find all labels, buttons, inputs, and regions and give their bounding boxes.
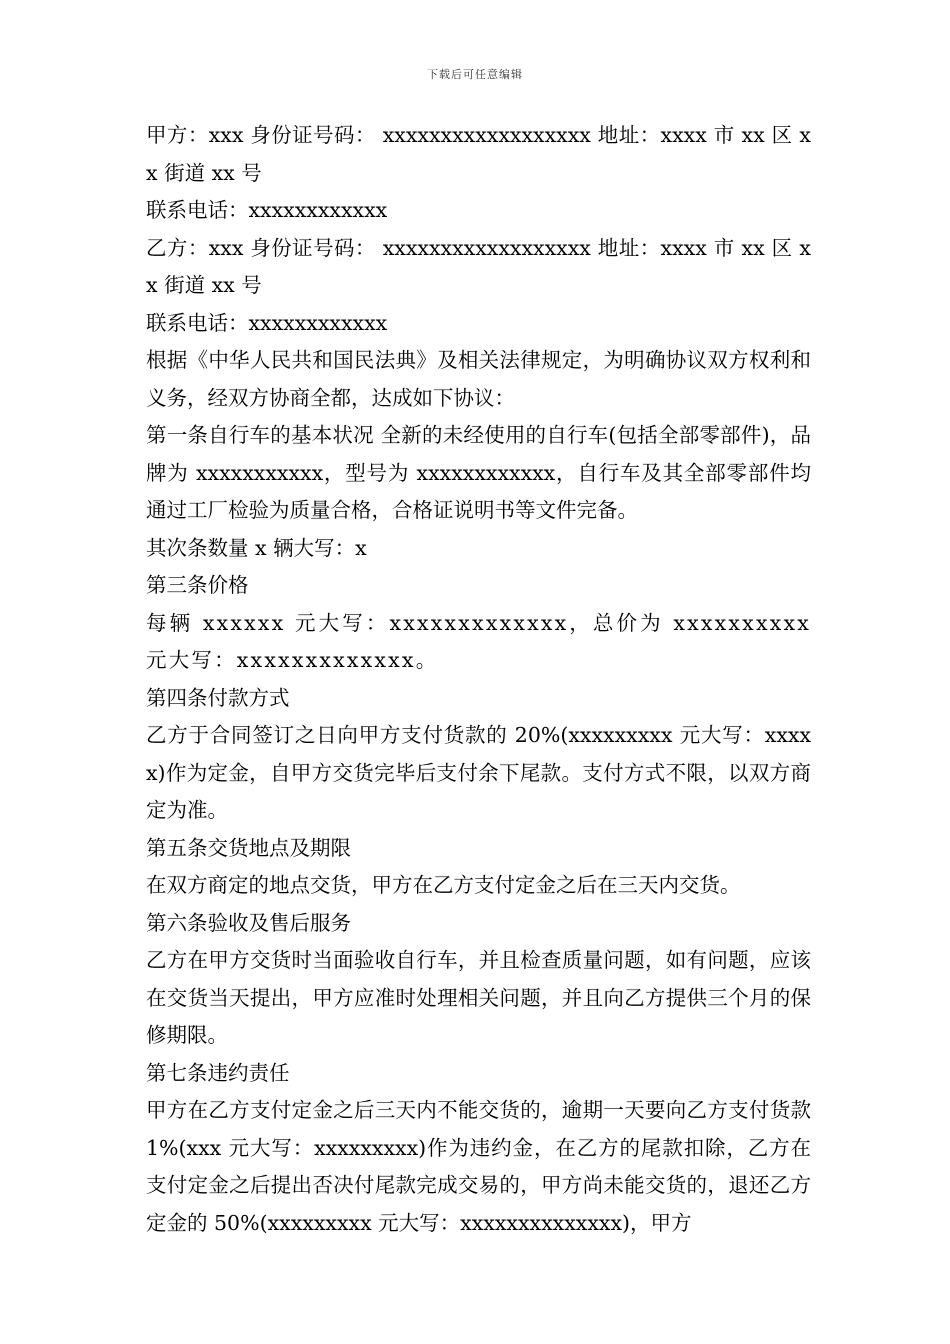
article-7-heading: 第七条违约责任 bbox=[146, 1060, 290, 1085]
article-4-text: 乙方于合同签订之日向甲方支付货款的 20%(xxxxxxxxx 元大写：xxxxx)作为定金，自甲方交货完毕后支付余下尾款。支付方式不限，以双方商定为准。 bbox=[146, 723, 811, 822]
article-7-text: 甲方在乙方支付定金之后三天内不能交货的，逾期一天要向乙方支付货款 1%(xxx 元大写：xxxxxxxxx)作为违约金，在乙方的尾款扣除，乙方在支付定金之后提出否决付尾款完成交易的，甲方尚未能交货的，退还乙方定金的 50%(xxxxxxxxx 元大写：xxxxxxxxxxxxxx)，甲方 bbox=[146, 1098, 811, 1235]
article-6-text: 乙方在甲方交货时当面验收自行车，并且检查质量问题，如有问题，应该在交货当天提出，甲方应准时处理相关问题，并且向乙方提供三个月的保修期限。 bbox=[146, 948, 811, 1047]
article-2: 其次条数量 x 辆大写：x bbox=[146, 535, 367, 560]
article-5-heading: 第五条交货地点及期限 bbox=[146, 835, 351, 860]
preamble: 根据《中华人民共和国民法典》及相关法律规定，为明确协议双方权利和义务，经双方协商全都，达成如下协议： bbox=[146, 348, 811, 410]
document-body bbox=[146, 117, 811, 1242]
article-3-heading: 第三条价格 bbox=[146, 573, 249, 597]
party-a-phone: 联系电话：xxxxxxxxxxxx bbox=[146, 198, 388, 222]
article-6-heading: 第六条验收及售后服务 bbox=[146, 910, 351, 935]
article-1: 第一条自行车的基本状况 全新的未经使用的自行车(包括全部零部件)，品牌为 xxxxxxxxxxx，型号为 xxxxxxxxxxxx，自行车及其全部零部件均通过工厂检验为质量合格，合格证说明书等文件完备。 bbox=[146, 423, 811, 522]
party-b-phone: 联系电话：xxxxxxxxxxxx bbox=[146, 310, 388, 335]
party-b-info: 乙方：xxx 身份证号码： xxxxxxxxxxxxxxxxxx 地址：xxxx 市 xx 区 xx 街道 xx 号 bbox=[146, 235, 811, 297]
party-a-info: 甲方：xxx 身份证号码： xxxxxxxxxxxxxxxxxx 地址：xxxx 市 xx 区 xx 街道 xx 号 bbox=[146, 123, 811, 185]
article-3-text: 每辆 xxxxxx 元大写：xxxxxxxxxxxxx，总价为 xxxxxxxxxx 元大写：xxxxxxxxxxxxx。 bbox=[146, 610, 811, 672]
page-header-note: 下载后可任意编辑 bbox=[427, 68, 523, 81]
article-4-heading: 第四条付款方式 bbox=[146, 685, 290, 710]
article-5-text: 在双方商定的地点交货，甲方在乙方支付定金之后在三天内交货。 bbox=[146, 873, 741, 897]
